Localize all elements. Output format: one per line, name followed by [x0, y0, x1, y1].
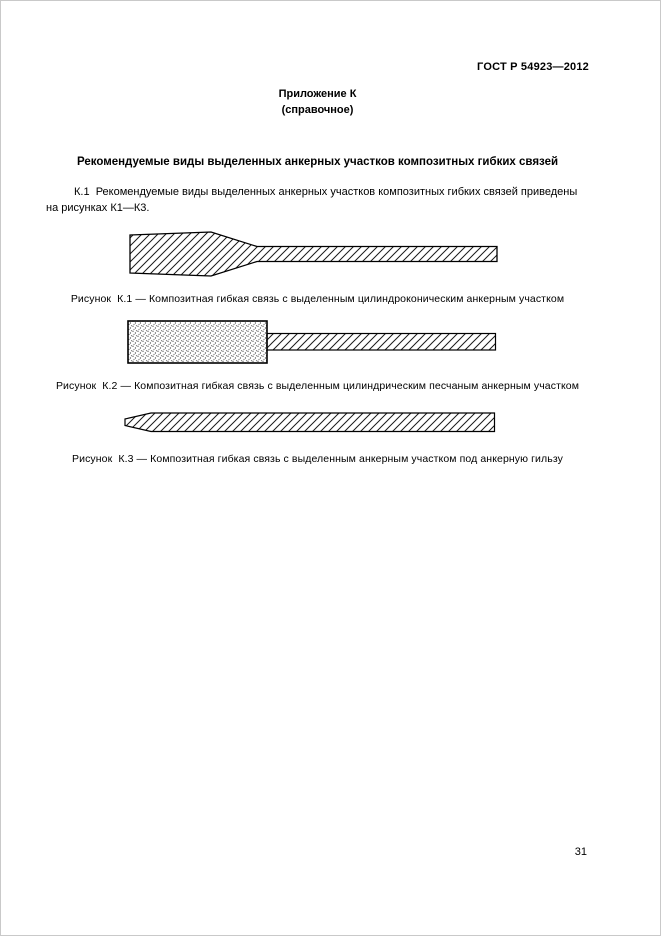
- figure-k1: [46, 231, 589, 307]
- conical-anchor-rod-shape: [130, 232, 497, 276]
- figure-k1-caption: Рисунок К.1 — Композитная гибкая связь с выделенным цилиндроконическим анкерным участком: [70, 292, 565, 305]
- figure-k2-drawing: [127, 320, 497, 364]
- page-number: 31: [574, 846, 587, 858]
- appendix-kind: (справочное): [281, 103, 354, 116]
- figure-k2-caption: Рисунок К.2 — Композитная гибкая связь с выделенным цилиндрическим песчаным анкерным участком: [55, 380, 580, 393]
- sand-anchor-block-shape: [128, 321, 267, 363]
- figure-k2: [46, 320, 589, 394]
- figure-k3: [46, 412, 589, 467]
- paragraph-k1: К.1 Рекомендуемые виды выделенных анкерных участков композитных гибких связей приведены на рисунках К1—К3.: [46, 185, 581, 214]
- figure-k1-drawing: [129, 231, 499, 277]
- rod-shape: [267, 334, 496, 351]
- page-content: [1, 61, 660, 467]
- section-title: Рекомендуемые виды выделенных анкерных участков композитных гибких связей: [76, 155, 559, 168]
- figure-k3-drawing: [124, 412, 496, 433]
- appendix-label: Приложение К: [278, 88, 357, 100]
- figure-k3-caption: Рисунок К.3 — Композитная гибкая связь с выделенным анкерным участком под анкерную гильзу: [72, 452, 563, 465]
- sleeve-anchor-rod-shape: [125, 413, 495, 432]
- appendix-heading: [46, 87, 589, 119]
- document-code-header: ГОСТ Р 54923—2012: [477, 61, 589, 73]
